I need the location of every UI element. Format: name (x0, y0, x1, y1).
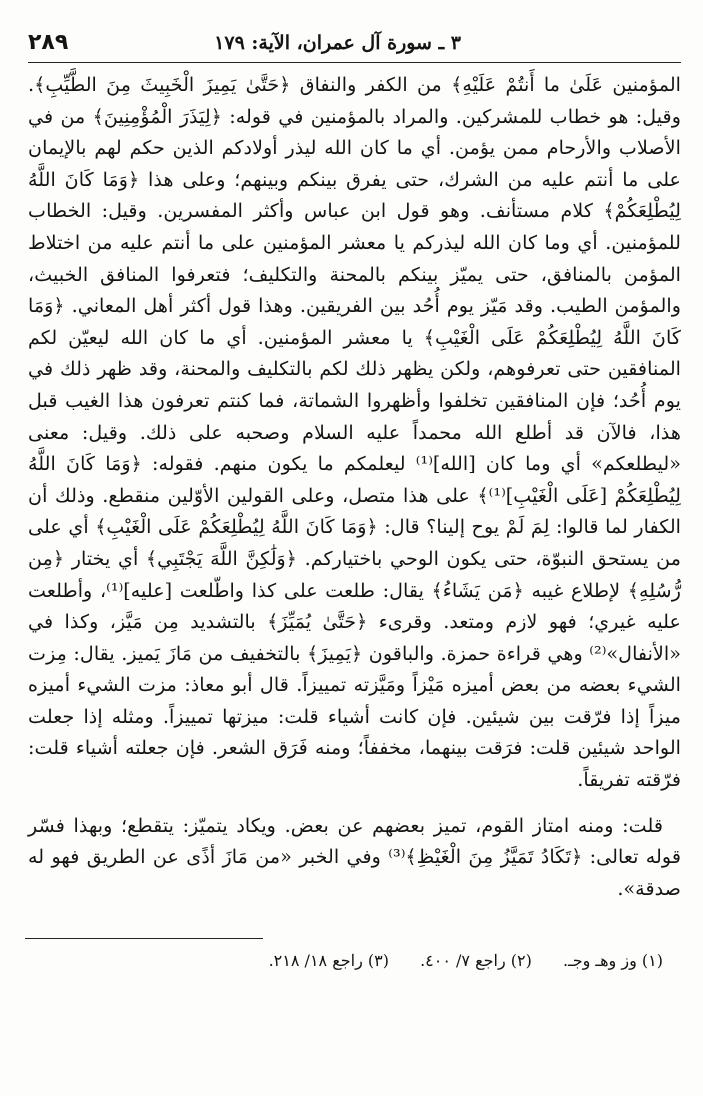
book-page (28, 30, 681, 973)
header-rule (28, 62, 681, 63)
paragraph: قلت: ومنه امتاز القوم، تميز بعضهم عن بعض. ويكاد يتميّز: يتقطع؛ وبهذا فسّر قوله تعالى: ﴿تَكَادُ تَمَيَّزُ مِنَ الْغَيْظِ﴾⁽³⁾ وفي الخبر «من مَازَ أذًى عن الطريق فهو له صدقة». (28, 813, 681, 900)
footnote: (١) وز وهـ وجـ. (562, 951, 663, 971)
page-number: ٢٨٩ (28, 30, 69, 55)
footnote: (٢) راجع ٧/ ٤٠٠. (420, 951, 532, 971)
body-text (28, 69, 681, 904)
paragraph: المؤمنين عَلَىٰ ما أَنتُمْ عَلَيْهِ﴾ من الكفر والنفاق ﴿حَتَّىٰ يَمِيزَ الْخَبِيثَ مِنَ الطَّيِّبِ﴾. وقيل: هو خطاب للمشركين. والمراد بالمؤمنين في قوله: ﴿لِيَذَرَ الْمُؤْمِنِينَ﴾ من في الأصلاب والأرحام ممن يؤمن. أي ما كان الله ليذر أولادكم الذين حكم لهم بالإيمان على ما أنتم عليه من الشرك، حتى يفرق بينكم وبينهم؛ وعلى هذا ﴿وَمَا كَانَ اللَّهُ لِيُطْلِعَكُمْ﴾ كلام مستأنف. وهو قول ابن عباس وأكثر المفسرين. وقيل: الخطاب للمؤمنين. أي وما كان الله ليذركم يا معشر المؤمنين على ما أنتم عليه من اختلاط المؤمن بالمنافق، حتى يميّز بينكم بالمحنة والتكليف؛ فتعرفوا المنافق الخبيث، والمؤمن الطيب. وقد مَيّز يوم أُحُد بين الفريقين. وهذا قول أكثر أهل المعاني. ﴿وَمَا كَانَ اللَّهُ لِيُطْلِعَكُمْ عَلَى الْغَيْبِ﴾ يا معشر المؤمنين. أي ما كان الله ليعيّن لكم المنافقين حتى تعرفوهم، ولكن يظهر ذلك لكم بالتكليف والمحنة، وقد ظهر ذلك في يوم أُحُد؛ فإن المنافقين تخلفوا وأظهروا الشماتة، فما كنتم تعرفون هذا الغيب قبل هذا، فالآن قد أطلع الله محمداً عليه السلام وصحبه على ذلك. وقيل: معنى «ليطلعكم» أي وما كان [الله]⁽¹⁾ ليعلمكم ما يكون منهم. فقوله: ﴿وَمَا كَانَ اللَّهُ لِيُطْلِعَكُمْ [عَلَى الْغَيْبِ]⁽¹⁾﴾ على هذا متصل، وعلى القولين الأوّلين منقطع. وذلك أن الكفار لما قالوا: لِمَ لَمْ يوح إلينا؟ قال: ﴿وَمَا كَانَ اللَّهُ لِيُطْلِعَكُمْ عَلَى الْغَيْبِ﴾ أي على من يستحق النبوّة، حتى يكون الوحي باختياركم. ﴿وَلَٰكِنَّ اللَّهَ يَجْتَبِي﴾ أي يختار ﴿مِن رُّسُلِهِ﴾ لإطلاع غيبه ﴿مَن يَشَاءُ﴾ يقال: طلعت على كذا واطّلعت [عليه]⁽¹⁾، وأطلعت عليه غيري؛ فهو لازم ومتعد. وقرىء ﴿حَتَّىٰ يُمَيِّزَ﴾ بالتشديد مِن مَيَّز، وكذا في «الأنفال»⁽²⁾ وهي قراءة حمزة. والباقون ﴿يَمِيزَ﴾ بالتخفيف من مَازَ يَميز. يقال: مِزت الشيء بعضه من بعض أميزه مَيْزاً ومَيَّزته تمييزاً. قال أبو معاذ: مزت الشيء أميزه ميزاً إذا فرّقت بين شيئين. فإن كانت أشياء قلت: ميزتها تمييزاً. ومثله إذا جعلت الواحد شيئين قلت: فرَقت بينهما، مخففاً؛ ومنه فَرَق الشعر. فإن جعلته أشياء قلت: فرّقته تفريقاً. (28, 73, 681, 792)
footnote: (٣) راجع ١٨/ ٢١٨. (268, 951, 389, 971)
footnotes (28, 949, 681, 973)
footnote-rule (25, 938, 263, 939)
running-title: ٣ ـ سورة آل عمران، الآية: ١٧٩ (214, 32, 461, 54)
running-head (28, 30, 681, 60)
